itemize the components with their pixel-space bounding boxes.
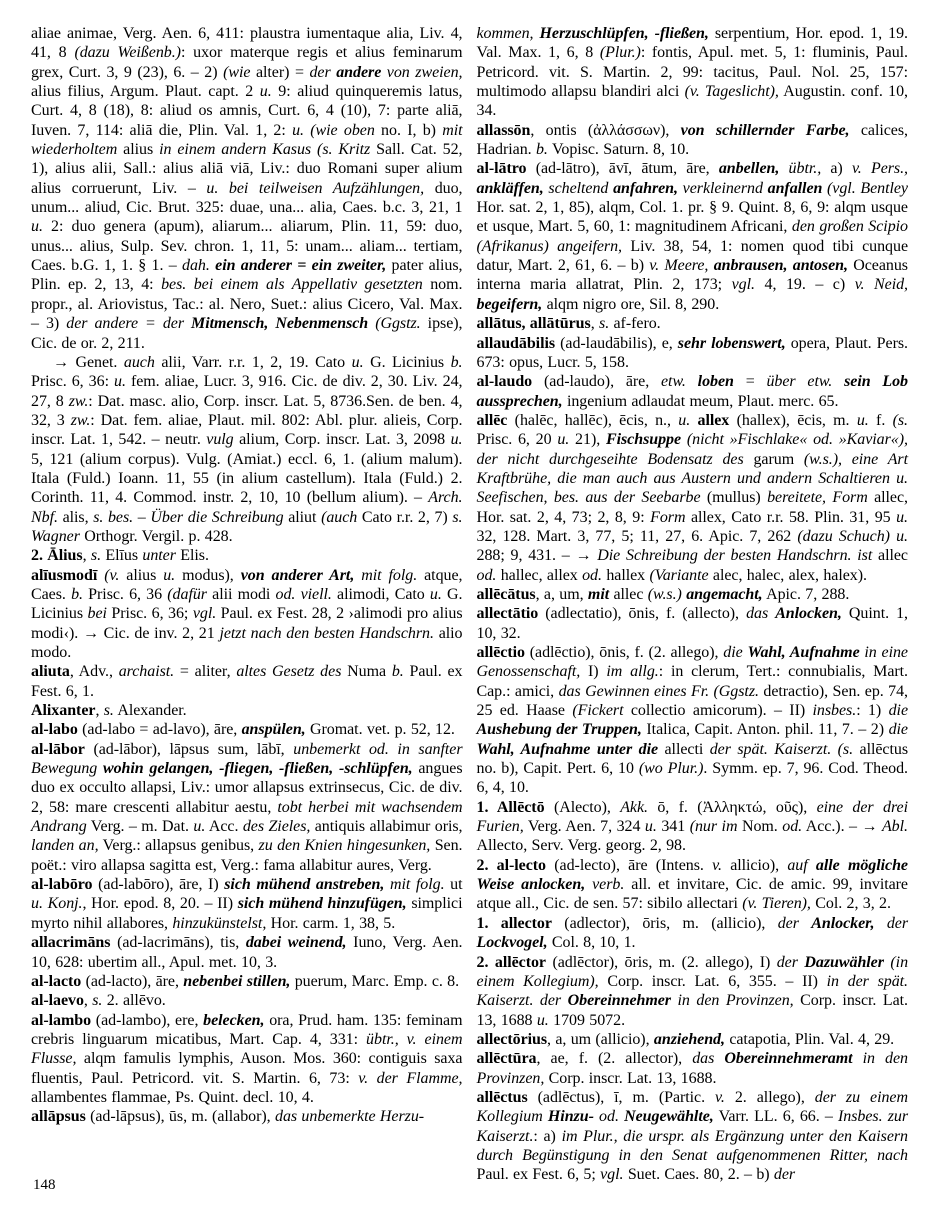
entry-paragraph: 2. al-lecto (ad-lecto), āre (Intens. v. allicio), auf alle mögliche Weise anlocken, verb. all. et invitare, Cic. de amic. 99, invitare atque all., Cic. de sen. 57: sibilo allectari (v. Tieren), Col. 2, 3, 2. [476, 856, 908, 913]
entry-paragraph: allātus, allātūrus, s. af-fero. [476, 315, 661, 333]
left-column [31, 24, 463, 1185]
entry-paragraph: al-lābor (ad-lābor), lāpsus sum, lābī, unbemerkt od. in sanfter Bewegung wohin gelangen, -fliegen, -fließen, -schlüpfen, angues duo ex occulto allapsi, Liv.: umor allapsus extrinsecus, Cic. de div. 2, 58: mare crescenti allabitur aestu, tobt herbei mit wachsendem Andrang Verg. – m. Dat. u. Acc. des Zieles, antiquis allabimur oris, landen an, Verg.: allapsus genibus, zu den Knien hingesunken, Sen. poët.: viro allapsa sagitta est, Verg.: fama allabitur aures, Verg. [31, 740, 463, 874]
entry-paragraph: al-lambo (ad-lambo), ere, belecken, ora, Prud. ham. 135: feminam crebris linguarum micatibus, Mart. Cap. 4, 331: übtr., v. einem Flusse, alqm famulis lymphis, Auson. Mos. 360: contiguis saxa fluentis, Paul. Petricord. vit. S. Martin. 6, 73: v. der Flamme, allambentes flammae, Ps. Quint. decl. 10, 4. [31, 1011, 463, 1106]
entry-paragraph: al-lacto (ad-lacto), āre, nebenbei stillen, puerum, Marc. Emp. c. 8. [31, 972, 460, 990]
right-column [477, 24, 909, 1185]
entry-paragraph: allectōrius, a, um (allicio), anziehend, catapotia, Plin. Val. 4, 29. [476, 1030, 895, 1048]
entry-paragraph: al-laudo (ad-laudo), āre, etw. loben = über etw. sein Lob aussprechen, ingenium adlaudat meum, Plaut. merc. 65. [476, 373, 909, 410]
entry-paragraph: 2. allēctor (adlēctor), ōris, m. (2. allego), I) der Dazuwähler (in einem Kollegium), Corp. inscr. Lat. 6, 355. – II) in der spät. Kaiserzt. der Obereinnehmer in den Provinzen, Corp. inscr. Lat. 13, 1688 u. 1709 5072. [476, 953, 909, 1029]
entry-paragraph: al-laevo, s. 2. allēvo. [31, 992, 166, 1010]
entry-paragraph: allēctus (adlēctus), ī, m. (Partic. v. 2. allego), der zu einem Kollegium Hinzu- od. Neugewählte, Varr. LL. 6, 66. – Insbes. zur Kaiserzt.: a) im Plur., die urspr. als Ergänzung unter den Kaisern durch Begünstigung in den Senat aufgenommenen Ritter, nach Paul. ex Fest. 6, 5; vgl. Suet. Caes. 80, 2. – b) der [476, 1088, 909, 1184]
entry-paragraph: al-lātro (ad-lātro), āvī, ātum, āre, anbellen, übtr., a) v. Pers., ankläffen, scheltend anfahren, verkleinernd anfallen (vgl. Bentley Hor. sat. 2, 1, 85), alqm, Col. 1. pr. § 9. Quint. 8, 6, 9: alqm usque et usque, Mart. 5, 60, 1: magnitudinem Africani, den großen Scipio (Afrikanus) angeifern, Liv. 38, 54, 1: nomen quod tibi cunque datur, Mart. 2, 61, 6. – b) v. Meere, anbrausen, antosen, Oceanus interna maria allatrat, Plin. 2, 173; vgl. 4, 19. – c) v. Neid, begeifern, alqm nigro ore, Sil. 8, 290. [476, 160, 909, 313]
entry-paragraph: kommen, Herzuschlüpfen, -fließen, serpentium, Hor. epod. 1, 19. Val. Max. 1, 6, 8 (Plur.): fontis, Apul. met. 5, 1: fluminis, Paul. Petricord. vit. S. Martin. 2, 99: tacitus, Paul. Nol. 25, 157: multimodo allapsu blandiri alci (v. Tageslicht), Augustin. conf. 10, 34. [476, 25, 908, 120]
entry-paragraph: 1. allector (adlector), ōris, m. (allicio), der Anlocker, der Lockvogel, Col. 8, 10, 1. [476, 914, 908, 952]
entry-paragraph: allectātio (adlectatio), ōnis, f. (allecto), das Anlocken, Quint. 1, 10, 32. [476, 605, 908, 642]
entry-paragraph: allēctio (adlēctio), ōnis, f. (2. allego), die Wahl, Aufnahme in eine Genossenschaft, I) im allg.: in clerum, Tert.: connubialis, Mart. Cap.: amici, das Gewinnen eines Fr. (Ggstz. detractio), Sen. ep. 74, 25 ed. Haase (Fickert collectio amicorum). – II) insbes.: 1) die Aushebung der Truppen, Italica, Capit. Anton. phil. 11, 7. – 2) die Wahl, Aufnahme unter die allecti der spät. Kaiserzt. (s. allēctus no. b), Capit. Pert. 6, 10 (wo Plur.). Symm. ep. 7, 96. Cod. Theod. 6, 4, 10. [476, 644, 908, 797]
page-number: 148 [33, 1177, 56, 1193]
entry-paragraph: al-labōro (ad-labōro), āre, I) sich mühend anstreben, mit folg. ut u. Konj., Hor. epod. 8, 20. – II) sich mühend hinzufügen, simplici myrto nihil allabores, hinzukünstelst, Hor. carm. 1, 38, 5. [31, 876, 463, 932]
entry-paragraph: allāpsus (ad-lāpsus), ūs, m. (allabor), das unbemerkte Herzu- [31, 1108, 425, 1126]
entry-paragraph: Alixanter, s. Alexander. [31, 702, 187, 720]
entry-paragraph: allacrimāns (ad-lacrimāns), tis, dabei weinend, Iuno, Verg. Aen. 10, 628: ubertim all., Apul. met. 10, 3. [31, 934, 463, 971]
entry-paragraph: alīusmodī (v. alius u. modus), von anderer Art, mit folg. atque, Caes. b. Prisc. 6, 36 (dafür alii modi od. viell. alimodi, Cato u. G. Licinius bei Prisc. 6, 36; vgl. Paul. ex Fest. 28, 2 ›alimodi pro alius modi‹). → Cic. de inv. 2, 21 jetzt nach den besten Handschrn. alio modo. [31, 566, 463, 661]
entry-paragraph: allēc (halēc, hallēc), ēcis, n., u. allex (hallex), ēcis, m. u. f. (s. Prisc. 6, 20 u. 21), Fischsuppe (nicht »Fischlake« od. »Kaviar«), der nicht durchgeseihte Bodensatz des garum (w.s.), eine Art Kraftbrühe, die man auch aus Austern und andern Schaltieren u. Seefischen, bes. aus der Seebarbe (mullus) bereitete, Form allec, Hor. sat. 2, 4, 73; 2, 8, 9: Form allex, Cato r.r. 58. Plin. 31, 95 u. 32, 128. Mart. 3, 77, 5; 11, 27, 6. Apic. 7, 262 (dazu Schuch) u. 288; 9, 431. – → Die Schreibung der besten Handschrn. ist allec od. hallec, allex od. hallex (Variante alec, halec, alex, halex). [476, 411, 908, 584]
entry-paragraph: aliuta, Adv., archaist. = aliter, altes Gesetz des Numa b. Paul. ex Fest. 6, 1. [31, 663, 463, 700]
entry-paragraph: → Genet. auch alii, Varr. r.r. 1, 2, 19. Cato u. G. Licinius b. Prisc. 6, 36: u. fem. aliae, Lucr. 3, 916. Cic. de div. 2, 30. Liv. 24, 27, 8 zw.: Dat. masc. alio, Corp. inscr. Lat. 5, 8736.Sen. de ben. 4, 32, 3 zw.: Dat. fem. aliae, Plaut. mil. 802: Abl. plur. alieis, Corp. inscr. Lat. 1, 542. – neutr. vulg alium, Corp. inscr. Lat. 3, 2098 u. 5, 121 (alium corpus). Vulg. (Amiat.) eccl. 6, 1. (alium malum). Itala (Fuld.) Ioann. 11, 55 (in alium castellum). Itala (Fuld.) 2. Corinth. 11, 4. Commod. instr. 2, 10, 10 (bellum alium). – Arch. Nbf. alis, s. bes. – Über die Schreibung aliut (auch Cato r.r. 2, 7) s. Wagner Orthogr. Vergil. p. 428. [31, 353, 463, 545]
entry-paragraph: 1. Allēctō (Alecto), Akk. ō, f. (Ἀλληκτώ, οῦς), eine der drei Furien, Verg. Aen. 7, 324 u. 341 (nur im Nom. od. Acc.). – → Abl. Allecto, Serv. Verg. georg. 2, 98. [476, 798, 908, 855]
entry-paragraph: 2. Ālius, s. Elīus unter Elis. [31, 547, 209, 565]
text-columns [31, 24, 908, 1185]
entry-paragraph: al-labo (ad-labo = ad-lavo), āre, anspülen, Gromat. vet. p. 52, 12. [31, 721, 455, 739]
entry-paragraph: allassōn, ontis (ἀλλάσσων), von schillernder Farbe, calices, Hadrian. b. Vopisc. Saturn. 8, 10. [476, 121, 908, 159]
entry-paragraph: allēctūra, ae, f. (2. allector), das Obereinnehmeramt in den Provinzen, Corp. inscr. Lat. 13, 1688. [476, 1050, 908, 1087]
entry-paragraph: aliae animae, Verg. Aen. 6, 411: plaustra iumentaque alia, Liv. 4, 41, 8 (dazu Weißenb.): uxor materque regis et alius feminarum grex, Curt. 3, 9 (23), 6. – 2) (wie alter) = der andere von zweien, alius filius, Argum. Plaut. capt. 2 u. 9: aliud quinqueremis latus, Curt. 4, 8 (18), 8: aliud os amnis, Curt. 6, 4 (10), 7: parte aliā, Iuven. 7, 114: aliā die, Plin. Val. 1, 2: u. (wie oben no. I, b) mit wiederholtem alius in einem andern Kasus (s. Kritz Sall. Cat. 52, 1), alius alii, Sall.: alius aliā viā, Liv.: duo Romani super alium alius corruerunt, Liv. – u. bei teilweisen Aufzählungen, duo, unum... aliud, Cic. Brut. 325: duae, una... alia, Caes. b.c. 3, 21, 1 u. 2: duo genera (apum), aliarum... aliarum, Plin. 11, 59: duo, unus... alius, Sulp. Sev. chron. 1, 11, 5: unam... aliam... tertiam, Caes. b.G. 1, 1. § 1. – dah. ein anderer = ein zweiter, pater alius, Plin. ep. 2, 13, 4: bes. bei einem als Appellativ gesetzten nom. propr., al. Ariovistus, Tac.: al. Nero, Suet.: alius Cicero, Val. Max. – 3) der andere = der Mitmensch, Nebenmensch (Ggstz. ipse), Cic. de or. 2, 211. [31, 25, 463, 352]
entry-paragraph: allaudābilis (ad-laudābilis), e, sehr lobenswert, opera, Plaut. Pers. 673: opus, Lucr. 5, 158. [476, 334, 908, 371]
entry-paragraph: allēcātus, a, um, mit allec (w.s.) angemacht, Apic. 7, 288. [476, 585, 850, 603]
